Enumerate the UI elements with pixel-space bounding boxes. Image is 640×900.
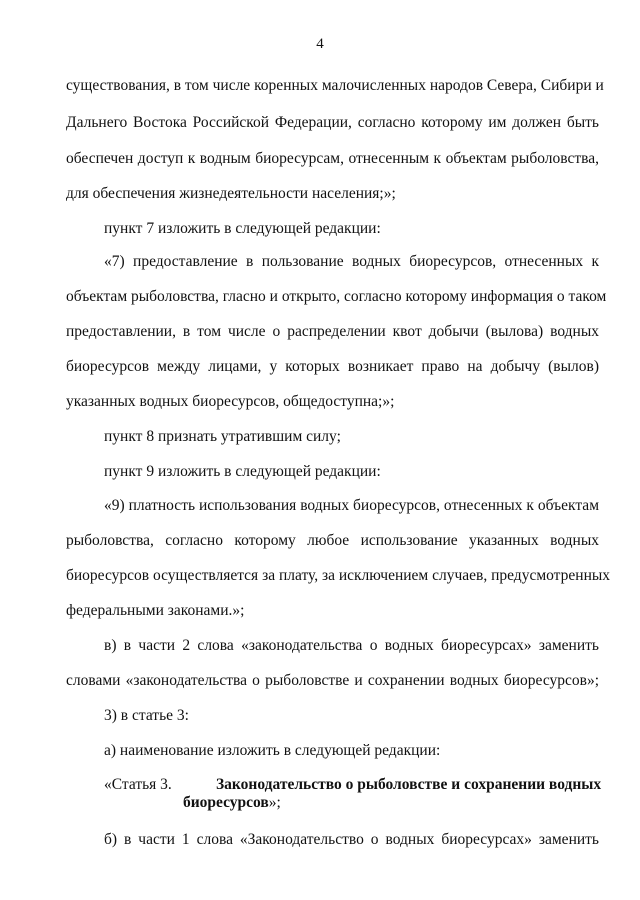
text-line: Дальнего Востока Российской Федерации, согласно которому им должен быть [66, 114, 599, 131]
text-line: пункт 7 изложить в следующей редакции: [104, 220, 381, 237]
text-line: биоресурсов осуществляется за плату, за исключением случаев, предусмотренных [66, 567, 611, 584]
text-line: биоресурсов между лицами, у которых возникает право на добычу (вылов) [66, 358, 599, 375]
page-number: 4 [316, 36, 324, 52]
text-line: словами «законодательства о рыболовстве и сохранении водных биоресурсов»; [66, 672, 599, 689]
text-line: для обеспечения жизнедеятельности населения;»; [66, 185, 396, 202]
text-line: существования, в том числе коренных малочисленных народов Севера, Сибири и [66, 77, 604, 94]
text-line: федеральными законами.»; [66, 602, 245, 619]
article-title-line [104, 775, 602, 795]
text-line: «9) платность использования водных биоресурсов, отнесенных к объектам [104, 497, 599, 514]
text-line: б) в части 1 слова «Законодательство о водных биоресурсах» заменить [104, 831, 599, 848]
text-line: пункт 8 признать утратившим силу; [104, 428, 341, 445]
text-line: объектам рыболовства, гласно и открыто, согласно которому информация о таком [66, 288, 607, 305]
text-line: 3) в статье 3: [104, 707, 189, 724]
text-line: «7) предоставление в пользование водных биоресурсов, отнесенных к [104, 253, 599, 270]
text-line: указанных водных биоресурсов, общедоступна;»; [66, 393, 395, 410]
text-line: пункт 9 изложить в следующей редакции: [104, 463, 381, 480]
quote-close: »; [268, 794, 281, 811]
text-line: рыболовства, согласно которому любое использование указанных водных [66, 532, 599, 549]
article-title: Законодательство о рыболовстве и сохранении водных [216, 776, 602, 793]
text-line: в) в части 2 слова «законодательства о водных биоресурсах» заменить [104, 637, 599, 654]
article-title-end: биоресурсов [183, 794, 269, 811]
text-line: обеспечен доступ к водным биоресурсам, отнесенным к объектам рыболовства, [66, 150, 599, 167]
article-label: «Статья 3. [104, 776, 172, 793]
text-line: предоставлении, в том числе о распределении квот добычи (вылова) водных [66, 323, 599, 340]
text-line: а) наименование изложить в следующей редакции: [104, 742, 441, 759]
article-title-continuation [183, 793, 599, 813]
